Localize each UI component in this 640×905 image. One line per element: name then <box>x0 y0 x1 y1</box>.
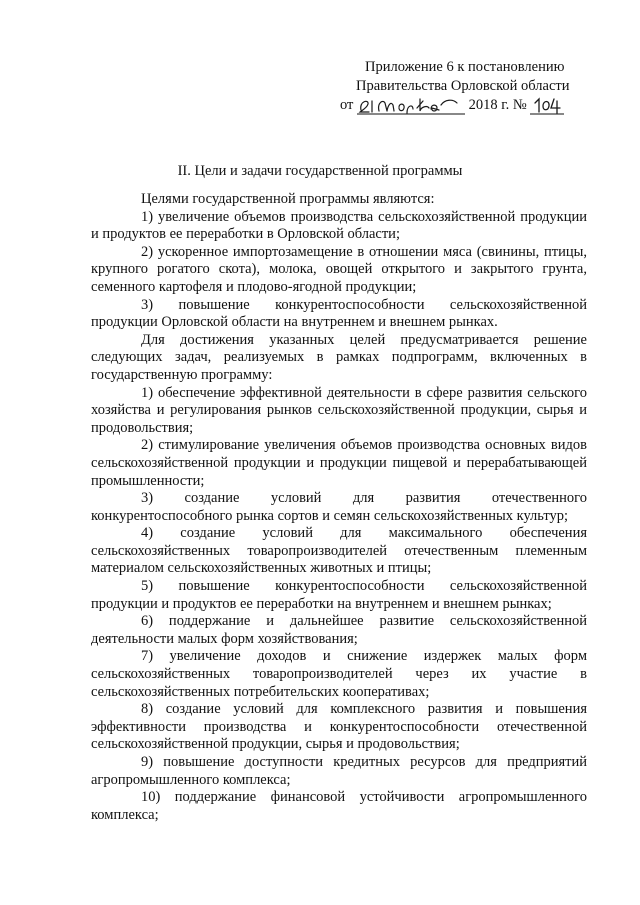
header-line-1: Приложение 6 к постановлению <box>365 59 565 75</box>
document-body <box>91 191 587 824</box>
section-title: II. Цели и задачи государственной программы <box>177 163 463 179</box>
paragraph: 2) ускоренное импортозамещение в отношении мяса (свинины, птицы, крупного рогатого скота), молока, овощей открытого и закрытого грунта, семенного картофеля и плодово-ягодной продукции; <box>91 243 587 295</box>
paragraph: 5) повышение конкурентоспособности сельскохозяйственной продукции и продуктов ее переработки на внутреннем и внешнем рынках; <box>91 578 587 612</box>
paragraph: 3) создание условий для развития отечественного конкурентоспособного рынка сортов и семян сельскохозяйственных культур; <box>91 490 587 524</box>
paragraph: 9) повышение доступности кредитных ресурсов для предприятий агропромышленного комплекса; <box>91 754 587 788</box>
header-prefix: от <box>340 97 354 113</box>
handwritten-number-signature <box>530 95 564 117</box>
paragraph: Целями государственной программы являются: <box>141 191 435 207</box>
paragraph: 8) создание условий для комплексного развития и повышения эффективности производства и конкурентоспособности отечественной сельскохозяйственной продукции, сырья и продовольствия; <box>91 701 587 753</box>
appendix-header <box>340 58 600 115</box>
header-line-3 <box>340 96 600 115</box>
handwritten-date-signature <box>357 95 465 117</box>
paragraph: Для достижения указанных целей предусматривается решение следующих задач, реализуемых в рамках подпрограмм, включенных в государственную программу: <box>91 331 587 383</box>
paragraph: 1) обеспечение эффективной деятельности в сфере развития сельского хозяйства и регулирования рынков сельскохозяйственной продукции, сырья и продовольствия; <box>91 384 587 436</box>
paragraph: 1) увеличение объемов производства сельскохозяйственной продукции и продуктов ее переработки в Орловской области; <box>91 208 587 243</box>
paragraph: 7) увеличение доходов и снижение издержек малых форм сельскохозяйственных товаропроизводителей через их участие в сельскохозяйственных потребительских кооперативах; <box>91 648 587 700</box>
paragraph: 2) стимулирование увеличения объемов производства основных видов сельскохозяйственной продукции и продукции пищевой и перерабатывающей промышленности; <box>91 437 587 489</box>
header-year: 2018 г. № <box>468 97 527 113</box>
paragraph: 3) повышение конкурентоспособности сельскохозяйственной продукции Орловской области на внутреннем и внешнем рынках. <box>91 296 587 331</box>
paragraph: 10) поддержание финансовой устойчивости агропромышленного комплекса; <box>91 789 587 823</box>
paragraph: 4) создание условий для максимального обеспечения сельскохозяйственных товаропроизводителей отечественным племенным материалом сельскохозяйственных животных и птицы; <box>91 525 587 577</box>
paragraph: 6) поддержание и дальнейшее развитие сельскохозяйственной деятельности малых форм хозяйствования; <box>91 613 587 647</box>
header-line-2: Правительства Орловской области <box>356 78 570 94</box>
